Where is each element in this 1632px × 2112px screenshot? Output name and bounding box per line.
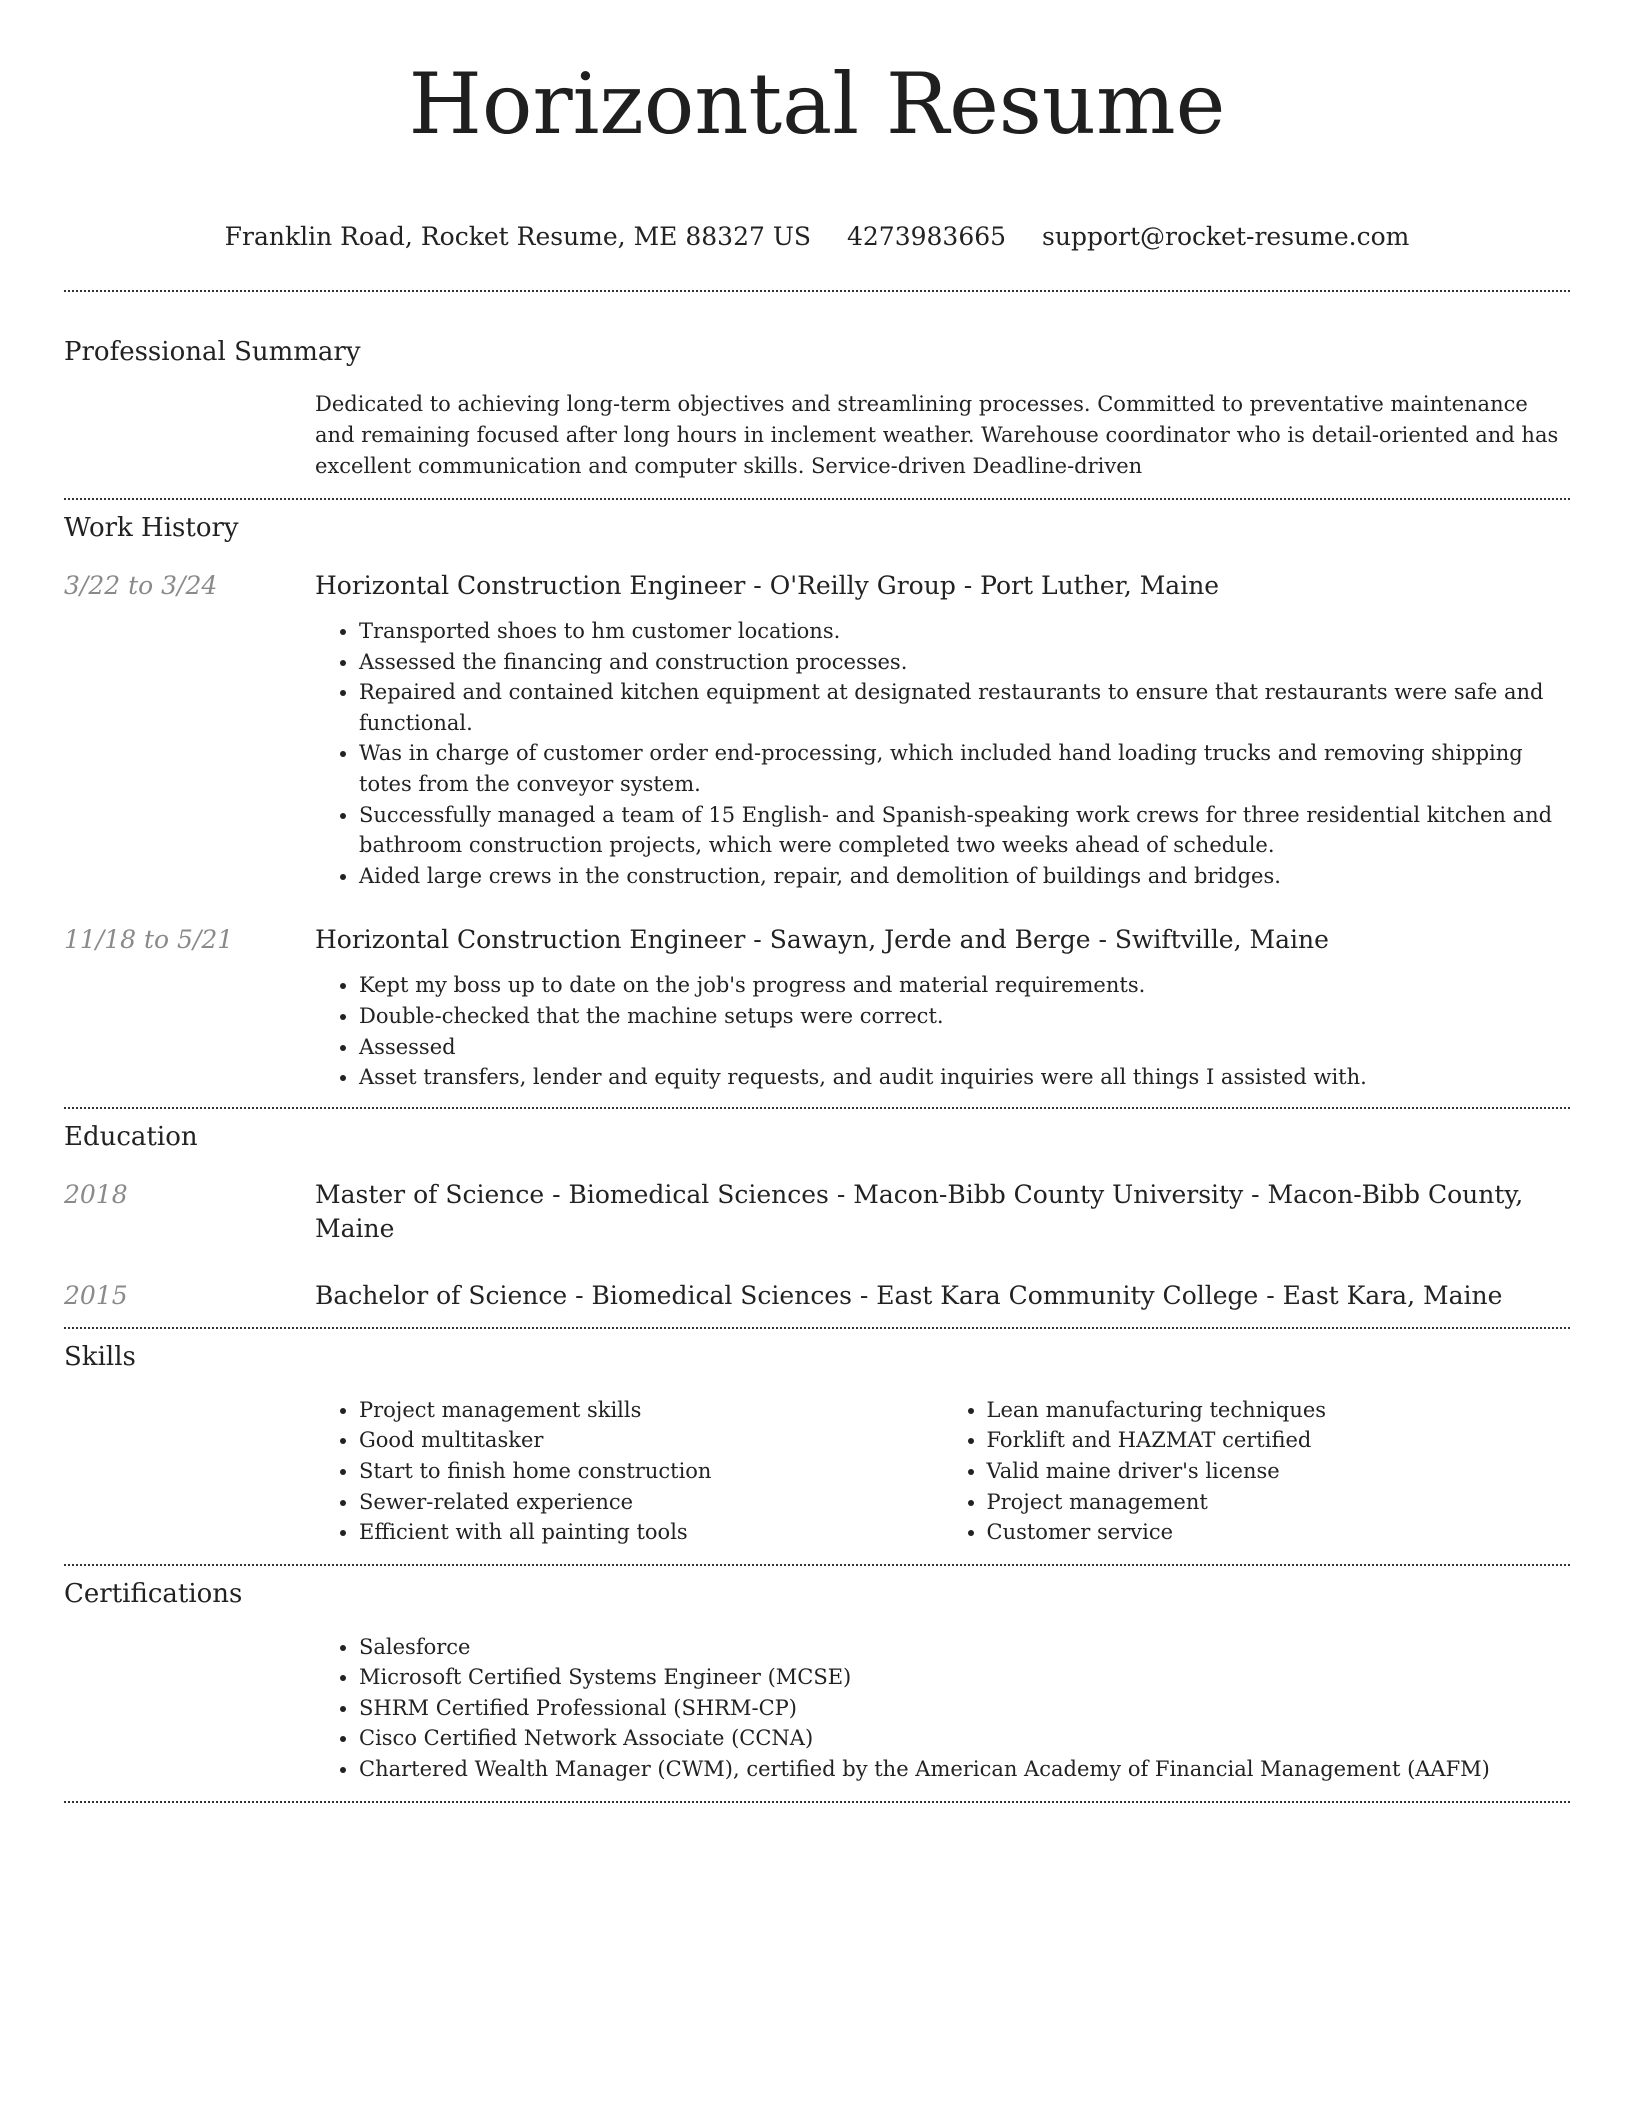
education-year: 2018 (64, 1179, 128, 1209)
skills-list-left (315, 1395, 943, 1548)
list-item: • Microsoft Certified Systems Engineer (MCSE) (359, 1662, 1570, 1693)
section-summary (64, 292, 1570, 498)
contact-email: support@rocket-resume.com (1042, 222, 1410, 251)
list-item: • Transported shoes to hm customer locations. (359, 616, 1570, 647)
list-item: • Sewer-related experience (359, 1487, 943, 1518)
list-item: • Salesforce (359, 1632, 1570, 1663)
list-item: • Asset transfers, lender and equity requests, and audit inquiries were all things I assisted with. (359, 1062, 1570, 1093)
section-title-work-history: Work History (64, 513, 239, 543)
job-role: Horizontal Construction Engineer (315, 571, 746, 600)
work-dates: 11/18 to 5/21 (64, 925, 234, 955)
list-item: • Cisco Certified Network Associate (CCNA) (359, 1723, 1570, 1754)
list-item: • Kept my boss up to date on the job's progress and material requirements. (359, 970, 1570, 1001)
divider (64, 1801, 1570, 1803)
section-title-summary: Professional Summary (64, 337, 361, 367)
list-item: • Assessed (359, 1032, 1570, 1063)
list-item: • Lean manufacturing techniques (987, 1395, 1571, 1426)
section-work-history (64, 500, 1570, 1107)
job-bullets (315, 970, 1570, 1092)
job-role: Horizontal Construction Engineer (315, 925, 746, 955)
contact-phone: 4273983665 (847, 222, 1007, 251)
education-degree: Master of Science - Biomedical Sciences (315, 1179, 829, 1209)
education-entry (64, 1178, 1570, 1246)
work-entry (64, 923, 1570, 1092)
education-title (315, 1178, 1570, 1246)
list-item: • Valid maine driver's license (987, 1456, 1571, 1487)
work-entry (64, 569, 1570, 891)
list-item: • Customer service (987, 1517, 1571, 1548)
summary-text: Dedicated to achieving long-term objectives and streamlining processes. Committed to preventative maintenance and remaining focused after long hours in inclement weather. Warehouse coordinator who is detail-oriented and has excellent communication and computer skills. Service-driven Deadline-driven (315, 392, 1559, 478)
work-dates: 3/22 to 3/24 (64, 571, 218, 600)
section-skills (64, 1329, 1570, 1564)
contact-address: Franklin Road, Rocket Resume, ME 88327 US (224, 222, 812, 251)
job-bullets (315, 616, 1570, 891)
job-title (315, 569, 1570, 603)
job-employer: - O'Reilly Group - Port Luther, Maine (745, 571, 1220, 600)
skills-list-right (943, 1395, 1571, 1548)
education-school: - Macon-Bibb County University - Macon-Bibb County, Maine (315, 1179, 1524, 1243)
list-item: • Repaired and contained kitchen equipment at designated restaurants to ensure that restaurants were safe and functional. (359, 677, 1570, 738)
list-item: • Successfully managed a team of 15 English- and Spanish-speaking work crews for three residential kitchen and bathroom construction projects, which were completed two weeks ahead of schedule. (359, 800, 1570, 861)
list-item: • Start to finish home construction (359, 1456, 943, 1487)
education-school: - East Kara Community College - East Kara, Maine (851, 1280, 1503, 1310)
education-entry (64, 1279, 1570, 1313)
contact-line (64, 220, 1570, 254)
certifications-list (315, 1632, 1570, 1785)
resume-page (64, 0, 1570, 1803)
education-degree: Bachelor of Science - Biomedical Sciences (315, 1280, 852, 1310)
job-employer: - Sawayn, Jerde and Berge - Swiftville, Maine (745, 925, 1329, 955)
section-title-certifications: Certifications (64, 1578, 243, 1609)
list-item: • Aided large crews in the construction, repair, and demolition of buildings and bridges. (359, 861, 1570, 892)
list-item: • Forklift and HAZMAT certified (987, 1425, 1571, 1456)
list-item: • Efficient with all painting tools (359, 1517, 943, 1548)
list-item: • Project management skills (359, 1395, 943, 1426)
list-item: • Assessed the financing and construction processes. (359, 647, 1570, 678)
list-item: • Double-checked that the machine setups were correct. (359, 1001, 1570, 1032)
education-title (315, 1279, 1570, 1313)
list-item: • Chartered Wealth Manager (CWM), certified by the American Academy of Financial Management (AAFM) (359, 1754, 1570, 1785)
section-education (64, 1109, 1570, 1327)
section-title-skills: Skills (64, 1341, 136, 1372)
section-certifications (64, 1566, 1570, 1801)
list-item: • Project management (987, 1487, 1571, 1518)
resume-name: Horizontal Resume (408, 55, 1226, 153)
list-item: • Was in charge of customer order end-processing, which included hand loading trucks and removing shipping totes from the conveyor system. (359, 738, 1570, 799)
education-year: 2015 (64, 1280, 128, 1310)
list-item: • Good multitasker (359, 1425, 943, 1456)
job-title (315, 923, 1570, 957)
list-item: • SHRM Certified Professional (SHRM-CP) (359, 1693, 1570, 1724)
section-title-education: Education (64, 1121, 198, 1152)
